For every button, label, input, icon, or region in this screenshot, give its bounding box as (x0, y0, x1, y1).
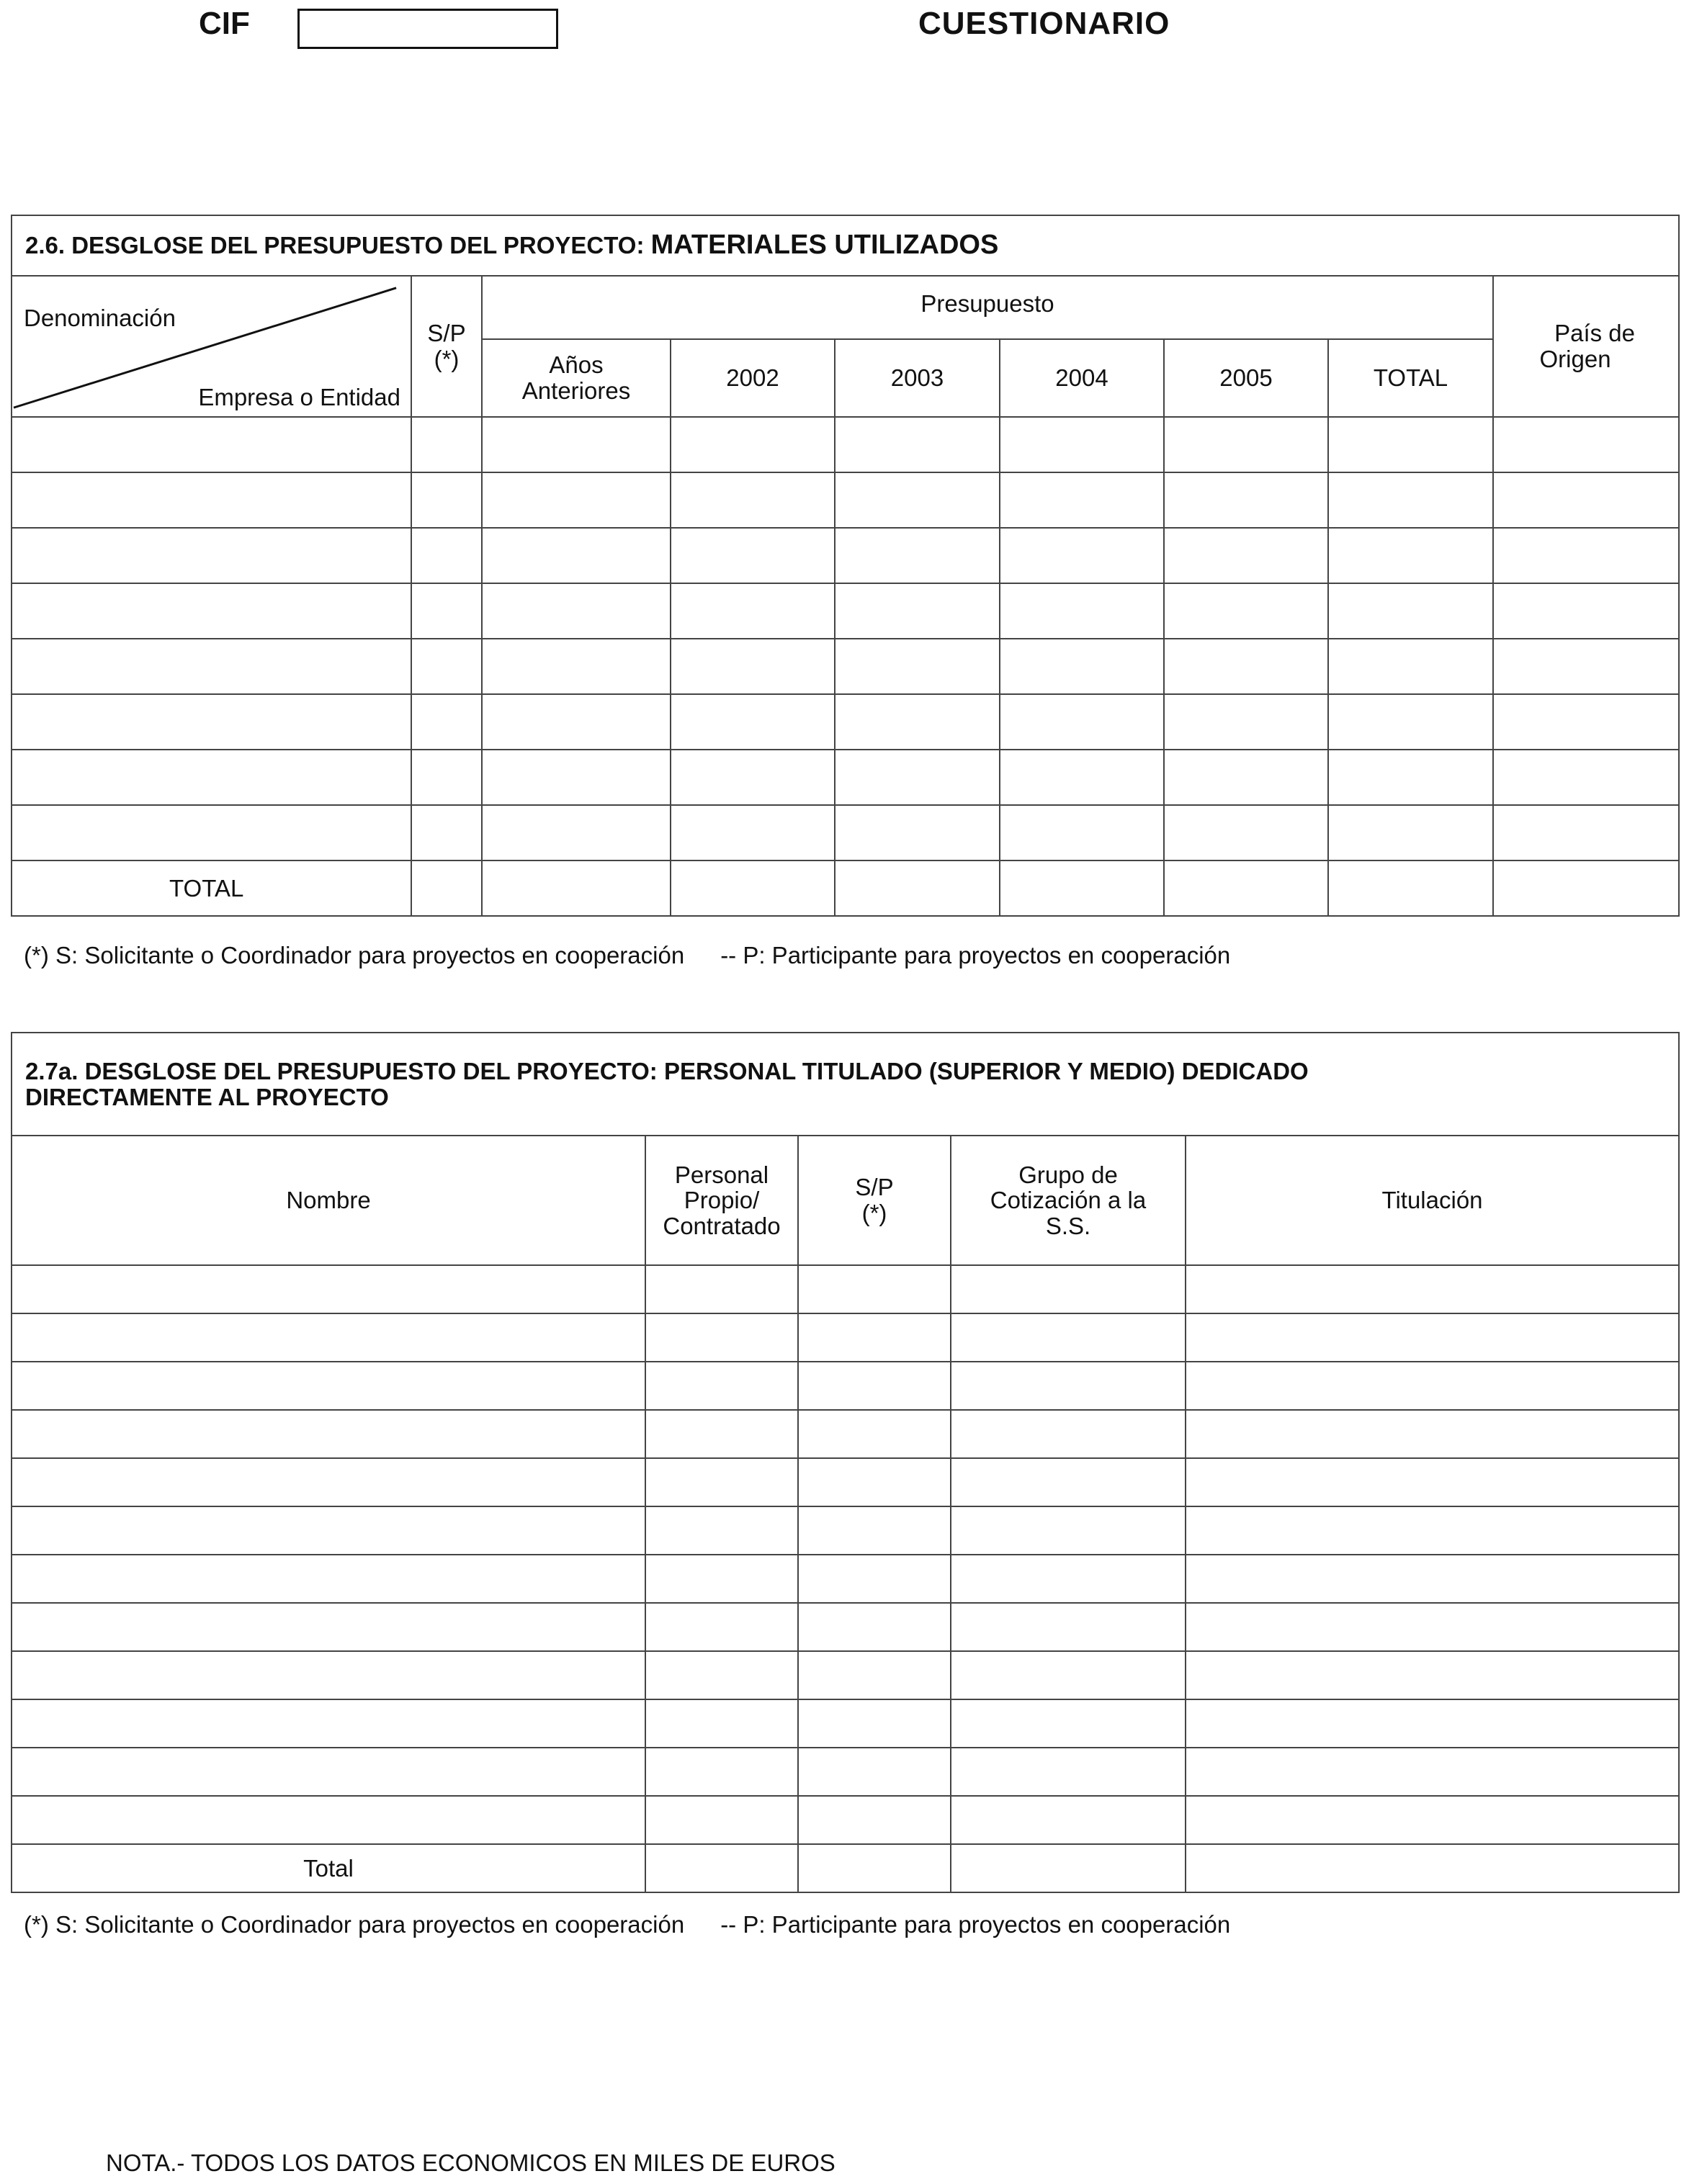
materiales-cell[interactable] (482, 639, 671, 694)
materiales-cell[interactable] (411, 583, 482, 639)
personal-cell[interactable] (1186, 1651, 1679, 1699)
col-nombre: Nombre (12, 1136, 645, 1265)
personal-cell[interactable] (1186, 1410, 1679, 1458)
total-cell-2[interactable] (645, 1844, 798, 1892)
materiales-cell[interactable] (671, 472, 835, 528)
materiales-cell[interactable] (671, 417, 835, 472)
personal-cell[interactable] (12, 1748, 645, 1796)
total-cell[interactable] (671, 860, 835, 916)
personal-cell[interactable] (12, 1410, 645, 1458)
personal-cell[interactable] (12, 1313, 645, 1362)
col-denominacion: Denominación (24, 305, 176, 331)
materiales-cell[interactable] (1328, 417, 1493, 472)
personal-row (12, 1410, 1679, 1458)
materiales-cell[interactable] (12, 472, 411, 528)
personal-cell[interactable] (951, 1313, 1186, 1362)
personal-cell[interactable] (1186, 1555, 1679, 1603)
col-2003: 2003 (835, 339, 1000, 417)
total-cell[interactable] (1328, 860, 1493, 916)
personal-cell[interactable] (951, 1796, 1186, 1844)
total-cell[interactable] (835, 860, 1000, 916)
materiales-cell[interactable] (411, 639, 482, 694)
materiales-cell[interactable] (1164, 694, 1328, 750)
total-cell[interactable] (1164, 860, 1328, 916)
personal-cell[interactable] (645, 1796, 798, 1844)
materiales-row (12, 694, 1679, 750)
col-sp-line1: S/P (427, 320, 466, 347)
materiales-cell[interactable] (1493, 528, 1679, 583)
materiales-cell[interactable] (1164, 472, 1328, 528)
total-cell-2[interactable] (951, 1844, 1186, 1892)
personal-cell[interactable] (12, 1603, 645, 1651)
personal-row (12, 1748, 1679, 1796)
footnote-1-right: -- P: Participante para proyectos en cooperación (720, 942, 1231, 969)
personal-cell[interactable] (645, 1603, 798, 1651)
personal-cell[interactable] (798, 1313, 951, 1362)
materiales-cell[interactable] (482, 583, 671, 639)
materiales-cell[interactable] (1493, 639, 1679, 694)
personal-cell[interactable] (798, 1555, 951, 1603)
col-personal-line2: Propio/ (684, 1187, 760, 1214)
personal-cell[interactable] (645, 1748, 798, 1796)
col-presupuesto: Presupuesto (482, 276, 1493, 339)
materiales-cell[interactable] (835, 750, 1000, 805)
materiales-cell[interactable] (1164, 528, 1328, 583)
personal-cell[interactable] (1186, 1458, 1679, 1506)
materiales-cell[interactable] (1493, 583, 1679, 639)
total-cell[interactable] (1000, 860, 1164, 916)
materiales-cell[interactable] (12, 583, 411, 639)
personal-cell[interactable] (951, 1699, 1186, 1748)
total-cell-2[interactable] (798, 1844, 951, 1892)
personal-cell[interactable] (798, 1699, 951, 1748)
personal-cell[interactable] (951, 1265, 1186, 1313)
col-grupo-line2: Cotización a la (990, 1187, 1147, 1214)
col-2002: 2002 (671, 339, 835, 417)
personal-cell[interactable] (798, 1748, 951, 1796)
personal-cell[interactable] (951, 1410, 1186, 1458)
materiales-cell[interactable] (482, 805, 671, 860)
materiales-cell[interactable] (411, 528, 482, 583)
total-cell[interactable] (1493, 860, 1679, 916)
personal-cell[interactable] (951, 1651, 1186, 1699)
materiales-cell[interactable] (1328, 472, 1493, 528)
personal-row (12, 1796, 1679, 1844)
personal-row (12, 1506, 1679, 1555)
materiales-cell[interactable] (1164, 805, 1328, 860)
col-sp-header-2 (798, 1136, 951, 1265)
personal-row (12, 1555, 1679, 1603)
section-2-6-title-suffix: MATERIALES UTILIZADOS (650, 230, 999, 261)
personal-cell[interactable] (1186, 1313, 1679, 1362)
personal-cell[interactable] (798, 1410, 951, 1458)
personal-cell[interactable] (645, 1506, 798, 1555)
personal-cell[interactable] (951, 1506, 1186, 1555)
total-row-label-2: Total (12, 1844, 645, 1892)
materiales-cell[interactable] (12, 417, 411, 472)
materiales-cell[interactable] (1493, 417, 1679, 472)
materiales-cell[interactable] (671, 750, 835, 805)
materiales-cell[interactable] (12, 750, 411, 805)
materiales-cell[interactable] (482, 417, 671, 472)
materiales-cell[interactable] (835, 472, 1000, 528)
col-total: TOTAL (1328, 339, 1493, 417)
materiales-cell[interactable] (1000, 805, 1164, 860)
materiales-cell[interactable] (1164, 417, 1328, 472)
col-sp-line2: (*) (434, 346, 460, 372)
personal-cell[interactable] (645, 1313, 798, 1362)
personal-row (12, 1313, 1679, 1362)
materiales-cell[interactable] (1000, 750, 1164, 805)
materiales-row (12, 528, 1679, 583)
materiales-cell[interactable] (835, 639, 1000, 694)
total-cell[interactable] (411, 860, 482, 916)
personal-titulado-table (11, 1032, 1680, 1893)
col-pais-origen (1493, 276, 1679, 417)
col-sp2-line2: (*) (861, 1200, 887, 1226)
col-sp2-line1: S/P (855, 1174, 894, 1201)
personal-cell[interactable] (645, 1555, 798, 1603)
col-sp-header (411, 276, 482, 417)
section-2-7a-title-line1: 2.7a. DESGLOSE DEL PRESUPUESTO DEL PROYECTO: PERSONAL TITULADO (SUPERIOR Y MEDIO) DEDICADO (25, 1057, 1309, 1084)
section-2-6-title-prefix: 2.6. DESGLOSE DEL PRESUPUESTO DEL PROYECTO: (25, 232, 645, 259)
personal-cell[interactable] (645, 1362, 798, 1410)
personal-cell[interactable] (12, 1699, 645, 1748)
total-cell-2[interactable] (1186, 1844, 1679, 1892)
personal-cell[interactable] (951, 1603, 1186, 1651)
personal-cell[interactable] (798, 1265, 951, 1313)
col-grupo-line1: Grupo de (1018, 1161, 1118, 1188)
cif-label: CIF (199, 6, 250, 41)
col-empresa-entidad: Empresa o Entidad (198, 384, 400, 411)
section-2-7a-title-line2: DIRECTAMENTE AL PROYECTO (25, 1083, 389, 1110)
materiales-row (12, 417, 1679, 472)
col-anos-line2: Anteriores (521, 377, 631, 404)
materiales-cell[interactable] (835, 417, 1000, 472)
materiales-cell[interactable] (1328, 528, 1493, 583)
materiales-cell[interactable] (482, 750, 671, 805)
col-personal-line1: Personal (674, 1161, 769, 1188)
materiales-cell[interactable] (1493, 805, 1679, 860)
footnote-2 (24, 1911, 1230, 1938)
materiales-row (12, 472, 1679, 528)
personal-cell[interactable] (1186, 1699, 1679, 1748)
personal-cell[interactable] (1186, 1603, 1679, 1651)
personal-cell[interactable] (12, 1796, 645, 1844)
materiales-table (11, 215, 1680, 917)
personal-row (12, 1699, 1679, 1748)
materiales-row (12, 750, 1679, 805)
total-cell[interactable] (482, 860, 671, 916)
personal-cell[interactable] (798, 1651, 951, 1699)
col-pais-line1: País de (1554, 320, 1635, 347)
personal-cell[interactable] (645, 1265, 798, 1313)
personal-cell[interactable] (1186, 1362, 1679, 1410)
materiales-row (12, 639, 1679, 694)
personal-cell[interactable] (798, 1362, 951, 1410)
cif-input-box[interactable] (297, 9, 558, 49)
footnote-1 (24, 942, 1230, 969)
materiales-cell[interactable] (1493, 750, 1679, 805)
materiales-cell[interactable] (1493, 472, 1679, 528)
personal-cell[interactable] (645, 1699, 798, 1748)
personal-cell[interactable] (951, 1458, 1186, 1506)
materiales-cell[interactable] (1164, 583, 1328, 639)
materiales-cell[interactable] (1000, 472, 1164, 528)
personal-cell[interactable] (951, 1362, 1186, 1410)
personal-cell[interactable] (798, 1458, 951, 1506)
materiales-cell[interactable] (671, 583, 835, 639)
materiales-cell[interactable] (1328, 583, 1493, 639)
materiales-cell[interactable] (12, 639, 411, 694)
footnote-1-left: (*) S: Solicitante o Coordinador para proyectos en cooperación (24, 942, 685, 969)
materiales-cell[interactable] (1000, 528, 1164, 583)
personal-cell[interactable] (12, 1265, 645, 1313)
personal-row (12, 1265, 1679, 1313)
personal-row (12, 1362, 1679, 1410)
personal-cell[interactable] (798, 1603, 951, 1651)
col-2005: 2005 (1164, 339, 1328, 417)
materiales-cell[interactable] (482, 528, 671, 583)
materiales-row (12, 583, 1679, 639)
personal-cell[interactable] (12, 1362, 645, 1410)
materiales-cell[interactable] (1000, 583, 1164, 639)
materiales-cell[interactable] (1328, 750, 1493, 805)
materiales-cell[interactable] (482, 472, 671, 528)
personal-cell[interactable] (645, 1458, 798, 1506)
personal-row (12, 1651, 1679, 1699)
personal-cell[interactable] (951, 1748, 1186, 1796)
col-titulacion: Titulación (1186, 1136, 1679, 1265)
materiales-cell[interactable] (1328, 639, 1493, 694)
personal-cell[interactable] (951, 1555, 1186, 1603)
materiales-cell[interactable] (411, 750, 482, 805)
personal-cell[interactable] (12, 1506, 645, 1555)
col-grupo-cotizacion (951, 1136, 1186, 1265)
section-2-7a-title (12, 1033, 1679, 1136)
col-grupo-line3: S.S. (1045, 1212, 1091, 1239)
materiales-cell[interactable] (411, 472, 482, 528)
materiales-cell[interactable] (1164, 750, 1328, 805)
personal-cell[interactable] (1186, 1506, 1679, 1555)
denominacion-empresa-header (12, 276, 411, 417)
personal-cell[interactable] (645, 1410, 798, 1458)
materiales-cell[interactable] (835, 583, 1000, 639)
col-personal-propio (645, 1136, 798, 1265)
materiales-cell[interactable] (411, 805, 482, 860)
personal-row (12, 1458, 1679, 1506)
materiales-cell[interactable] (671, 694, 835, 750)
materiales-cell[interactable] (482, 694, 671, 750)
materiales-cell[interactable] (1328, 805, 1493, 860)
materiales-cell[interactable] (1000, 694, 1164, 750)
materiales-cell[interactable] (835, 694, 1000, 750)
personal-cell[interactable] (645, 1651, 798, 1699)
col-personal-line3: Contratado (663, 1212, 781, 1239)
materiales-row (12, 805, 1679, 860)
personal-cell[interactable] (12, 1651, 645, 1699)
materiales-cell[interactable] (1000, 417, 1164, 472)
nota-footer: NOTA.- TODOS LOS DATOS ECONOMICOS EN MILES DE EUROS (106, 2149, 835, 2176)
personal-cell[interactable] (798, 1796, 951, 1844)
materiales-cell[interactable] (12, 805, 411, 860)
personal-cell[interactable] (798, 1506, 951, 1555)
materiales-cell[interactable] (12, 694, 411, 750)
personal-cell[interactable] (1186, 1796, 1679, 1844)
materiales-cell[interactable] (1000, 639, 1164, 694)
materiales-cell[interactable] (1164, 639, 1328, 694)
materiales-cell[interactable] (671, 639, 835, 694)
footnote-2-right: -- P: Participante para proyectos en cooperación (720, 1911, 1231, 1938)
page-title: CUESTIONARIO (918, 6, 1170, 41)
materiales-cell[interactable] (1493, 694, 1679, 750)
materiales-cell[interactable] (12, 528, 411, 583)
materiales-cell[interactable] (671, 805, 835, 860)
materiales-cell[interactable] (411, 694, 482, 750)
col-2004: 2004 (1000, 339, 1164, 417)
materiales-cell[interactable] (671, 528, 835, 583)
materiales-cell[interactable] (1328, 694, 1493, 750)
col-pais-line2: Origen (1539, 346, 1611, 372)
personal-cell[interactable] (1186, 1265, 1679, 1313)
personal-cell[interactable] (12, 1458, 645, 1506)
personal-cell[interactable] (12, 1555, 645, 1603)
materiales-cell[interactable] (835, 805, 1000, 860)
personal-cell[interactable] (1186, 1748, 1679, 1796)
materiales-cell[interactable] (835, 528, 1000, 583)
footnote-2-left: (*) S: Solicitante o Coordinador para proyectos en cooperación (24, 1911, 685, 1938)
total-row-label: TOTAL (12, 860, 411, 916)
section-2-6-title (12, 215, 1679, 276)
col-anos-anteriores (482, 339, 671, 417)
materiales-cell[interactable] (411, 417, 482, 472)
col-anos-line1: Años (549, 351, 604, 379)
personal-row (12, 1603, 1679, 1651)
